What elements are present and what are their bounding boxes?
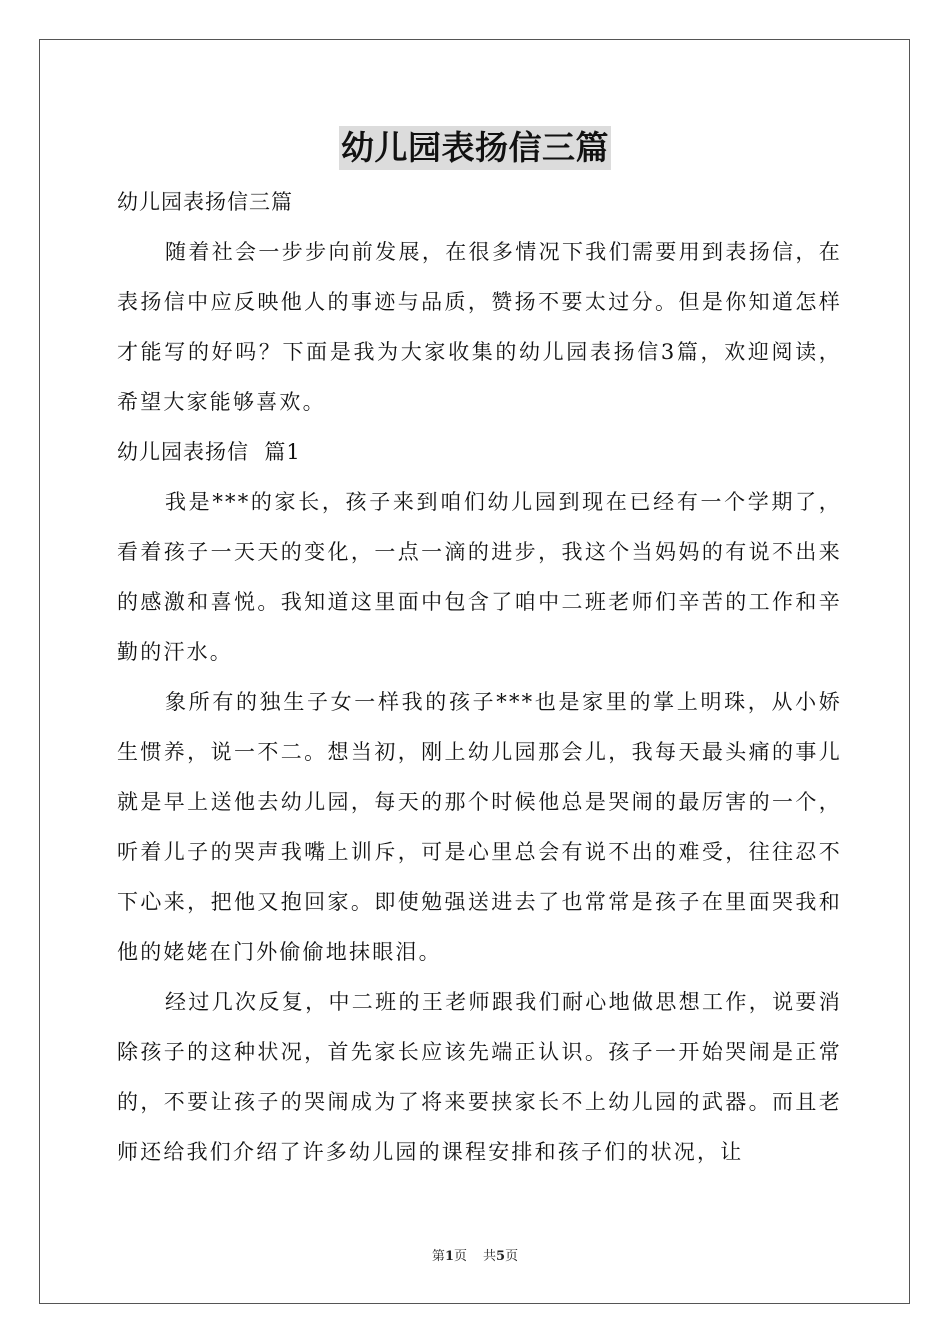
document-body — [117, 177, 842, 1177]
intro-paragraph: 随着社会一步步向前发展，在很多情况下我们需要用到表扬信，在表扬信中应反映他人的事迹与品质，赞扬不要太过分。但是你知道怎样才能写的好吗？下面是我为大家收集的幼儿园表扬信3篇，欢迎阅读，希望大家能够喜欢。 — [117, 240, 842, 414]
document-title: 幼儿园表扬信三篇 — [339, 126, 611, 170]
body-paragraph-1: 我是***的家长，孩子来到咱们幼儿园到现在已经有一个学期了，看着孩子一天天的变化，一点一滴的进步，我这个当妈妈的有说不出来的感激和喜悦。我知道这里面中包含了咱中二班老师们辛苦的工作和辛勤的汗水。 — [117, 490, 842, 664]
page-prefix: 第 — [431, 1249, 445, 1264]
document-subtitle: 幼儿园表扬信三篇 — [117, 190, 293, 214]
page-footer — [0, 1245, 950, 1264]
page-current: 1 — [444, 1249, 454, 1264]
title-container — [0, 126, 950, 170]
page-suffix: 页 — [453, 1249, 467, 1264]
total-pages: 5 — [496, 1249, 506, 1264]
section-heading-1: 幼儿园表扬信 篇1 — [117, 440, 301, 464]
body-paragraph-2: 象所有的独生子女一样我的孩子***也是家里的掌上明珠，从小娇生惯养，说一不二。想当初，刚上幼儿园那会儿，我每天最头痛的事儿就是早上送他去幼儿园，每天的那个时候他总是哭闹的最厉害的一个，听着儿子的哭声我嘴上训斥，可是心里总会有说不出的难受，往往忍不下心来，把他又抱回家。即使勉强送进去了也常常是孩子在里面哭我和他的姥姥在门外偷偷地抹眼泪。 — [117, 690, 842, 964]
total-prefix: 共 — [483, 1249, 497, 1264]
body-paragraph-3: 经过几次反复，中二班的王老师跟我们耐心地做思想工作，说要消除孩子的这种状况，首先家长应该先端正认识。孩子一开始哭闹是正常的，不要让孩子的哭闹成为了将来要挟家长不上幼儿园的武器。而且老师还给我们介绍了许多幼儿园的课程安排和孩子们的状况，让 — [117, 990, 842, 1164]
total-suffix: 页 — [505, 1249, 519, 1264]
